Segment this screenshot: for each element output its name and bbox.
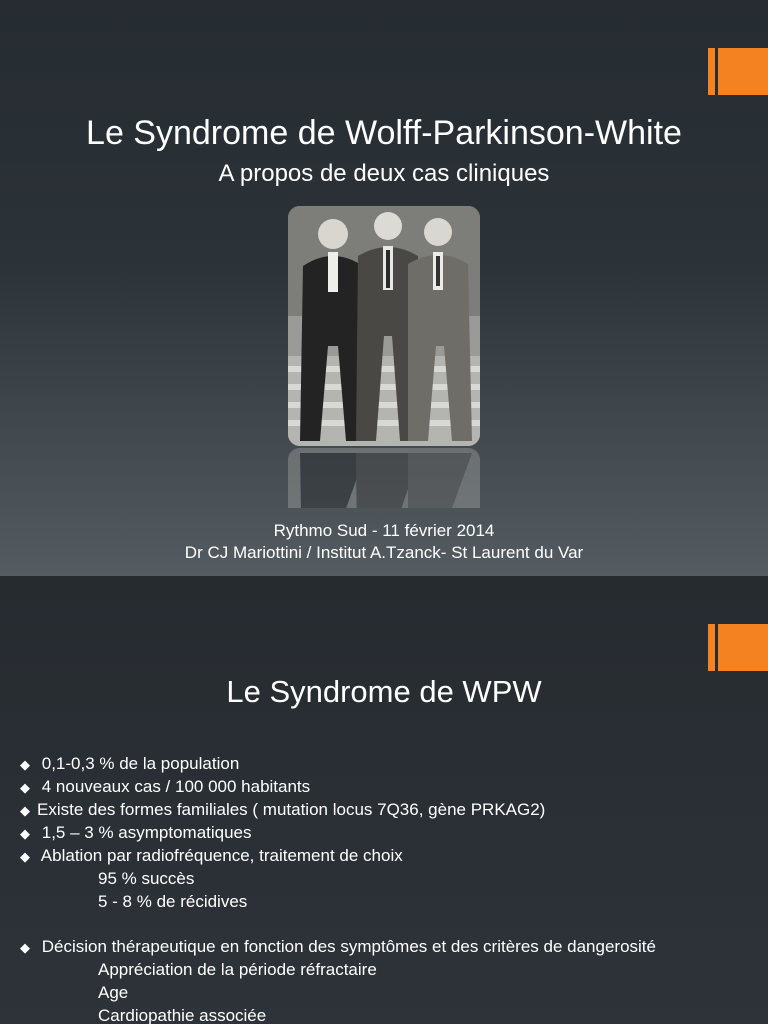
sub-item: 5 - 8 % de récidives: [98, 892, 248, 911]
list-item: ◆ 0,1-0,3 % de la population: [20, 752, 760, 775]
photo-reflection: [288, 448, 480, 508]
accent-block: [718, 624, 768, 671]
diamond-bullet-icon: ◆: [20, 803, 30, 818]
accent-decoration: [708, 624, 768, 671]
diamond-bullet-icon: ◆: [20, 780, 30, 795]
content-slide: [0, 576, 768, 1024]
accent-bar: [708, 48, 715, 95]
author-institution: Dr CJ Mariottini / Institut A.Tzanck- St Laurent du Var: [184, 543, 584, 562]
sub-item: Age: [98, 983, 129, 1002]
slide-title: Le Syndrome de Wolff-Parkinson-White: [86, 114, 682, 152]
diamond-bullet-icon: ◆: [20, 757, 30, 772]
list-item: ◆ Décision thérapeutique en fonction des symptômes et des critères de dangerosité: [20, 935, 760, 958]
accent-block: [718, 48, 768, 95]
accent-bar: [708, 624, 715, 671]
event-date: Rythmo Sud - 11 février 2014: [273, 521, 495, 540]
list-item: ◆ Existe des formes familiales ( mutation locus 7Q36, gène PRKAG2): [20, 798, 760, 821]
list-item: ◆ 4 nouveaux cas / 100 000 habitants: [20, 775, 760, 798]
three-men-photo: [288, 206, 480, 446]
portrait-photo: [288, 206, 480, 446]
diamond-bullet-icon: ◆: [20, 849, 30, 864]
diamond-bullet-icon: ◆: [20, 940, 30, 955]
slide-title: Le Syndrome de WPW: [226, 674, 542, 709]
accent-decoration: [708, 48, 768, 95]
diamond-bullet-icon: ◆: [20, 826, 30, 841]
sub-item: 95 % succès: [98, 869, 195, 888]
sub-item: Cardiopathie associée: [98, 1006, 267, 1024]
sub-item: Appréciation de la période réfractaire: [98, 960, 377, 979]
bullet-list: [20, 752, 760, 1024]
slide-subtitle: A propos de deux cas cliniques: [218, 160, 550, 187]
list-item: ◆ Ablation par radiofréquence, traitement de choix: [20, 844, 760, 867]
list-item: ◆ 1,5 – 3 % asymptomatiques: [20, 821, 760, 844]
